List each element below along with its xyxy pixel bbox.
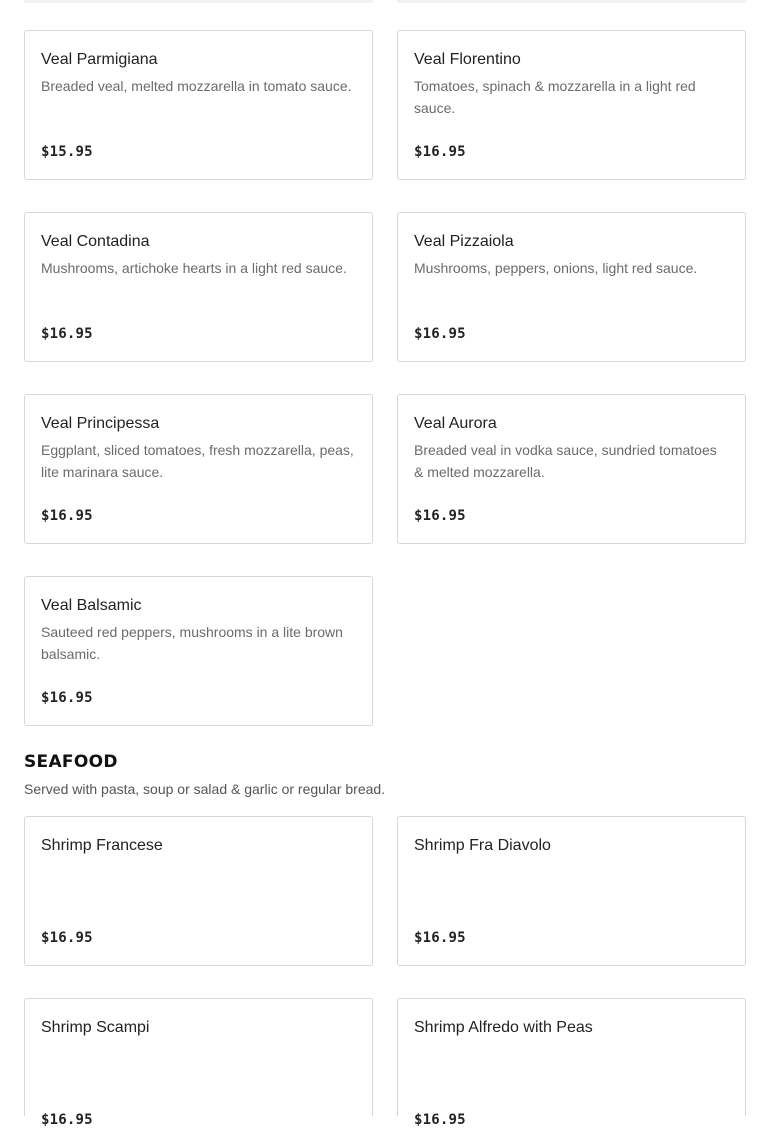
previous-card-edge: [397, 0, 746, 3]
menu-item-card[interactable]: [24, 576, 373, 726]
menu-item-price: $16.95: [414, 144, 466, 160]
section-subtitle: Served with pasta, soup or salad & garlic or regular bread.: [24, 781, 386, 797]
menu-item-price: $16.95: [414, 326, 466, 342]
menu-item-price: $16.95: [414, 508, 466, 524]
menu-item-name: Shrimp Francese: [41, 837, 163, 854]
menu-item-name: Veal Parmigiana: [41, 51, 158, 68]
menu-item-description: Mushrooms, peppers, onions, light red sauce.: [414, 260, 698, 276]
menu-item-card[interactable]: [24, 394, 373, 544]
menu-item-card[interactable]: [24, 816, 373, 966]
menu-item-card[interactable]: [397, 816, 746, 966]
menu-item-card[interactable]: [397, 212, 746, 362]
menu-item-description: Eggplant, sliced tomatoes, fresh mozzarella, peas, lite marinara sauce.: [41, 442, 354, 480]
menu-item-description: Breaded veal in vodka sauce, sundried tomatoes & melted mozzarella.: [414, 442, 717, 480]
menu-item-description: Mushrooms, artichoke hearts in a light red sauce.: [41, 260, 347, 276]
menu-item-card[interactable]: [24, 30, 373, 180]
menu-item-price: $16.95: [41, 326, 93, 342]
menu-item-description: Breaded veal, melted mozzarella in tomato sauce.: [41, 78, 352, 94]
menu-item-name: Veal Pizzaiola: [414, 233, 514, 250]
menu-item-name: Veal Florentino: [414, 51, 521, 68]
section-title: SEAFOOD: [24, 752, 118, 772]
menu-item-price: $16.95: [41, 690, 93, 706]
menu-item-name: Veal Balsamic: [41, 597, 142, 614]
menu-item-name: Veal Contadina: [41, 233, 150, 250]
menu-item-description: Sauteed red peppers, mushrooms in a lite brown balsamic.: [41, 624, 343, 662]
menu-item-card[interactable]: [397, 394, 746, 544]
menu-item-name: Shrimp Scampi: [41, 1019, 150, 1036]
menu-item-card[interactable]: [24, 998, 373, 1128]
previous-card-edge: [24, 0, 373, 3]
menu-item-price: $16.95: [41, 930, 93, 946]
menu-item-price: $15.95: [41, 144, 93, 160]
menu-item-card[interactable]: [397, 30, 746, 180]
menu-item-description: Tomatoes, spinach & mozzarella in a light red sauce.: [414, 78, 696, 116]
menu-item-name: Veal Aurora: [414, 415, 497, 432]
menu-item-card[interactable]: [397, 998, 746, 1128]
menu-item-price: $16.95: [414, 930, 466, 946]
menu-item-card[interactable]: [24, 212, 373, 362]
menu-item-price: $16.95: [41, 1112, 93, 1128]
menu-item-name: Veal Principessa: [41, 415, 160, 432]
menu-item-price: $16.95: [41, 508, 93, 524]
menu-item-price: $16.95: [414, 1112, 466, 1128]
menu-item-name: Shrimp Fra Diavolo: [414, 837, 551, 854]
menu-item-name: Shrimp Alfredo with Peas: [414, 1019, 593, 1036]
